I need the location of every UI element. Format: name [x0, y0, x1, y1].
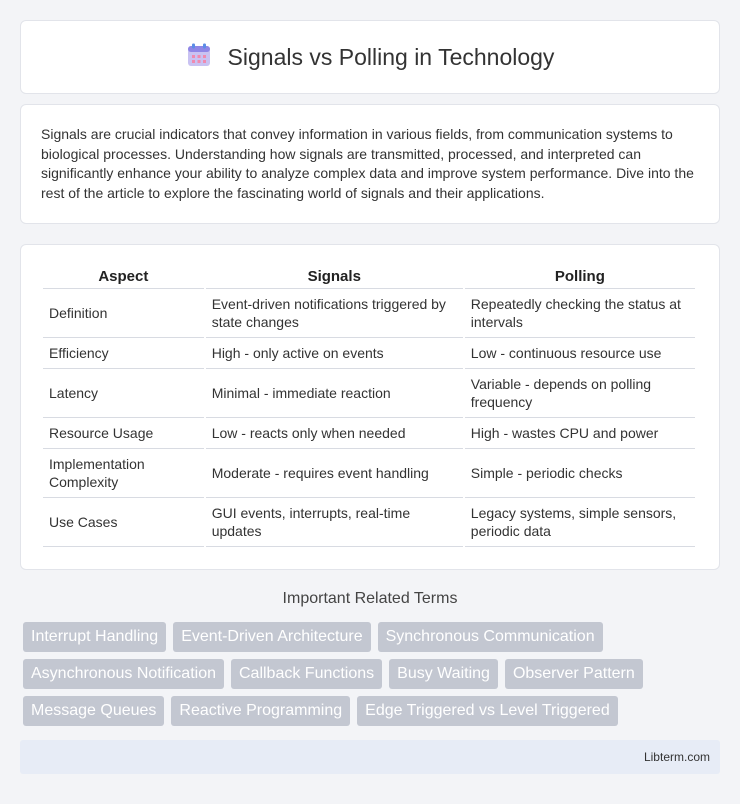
table-row [43, 498, 695, 547]
table-row [43, 289, 695, 338]
related-term-tag[interactable]: Busy Waiting [389, 659, 498, 689]
table-cell: Minimal - immediate reaction [206, 369, 463, 418]
related-terms-title: Important Related Terms [282, 590, 458, 607]
table-cell: Variable - depends on polling frequency [465, 369, 695, 418]
table-cell: Efficiency [43, 338, 204, 369]
related-term-tag[interactable]: Event-Driven Architecture [173, 622, 370, 652]
table-cell: Low - reacts only when needed [206, 418, 463, 449]
table-cell: Legacy systems, simple sensors, periodic data [465, 498, 695, 547]
table-cell: Use Cases [43, 498, 204, 547]
table-cell: Latency [43, 369, 204, 418]
table-cell: High - wastes CPU and power [465, 418, 695, 449]
page-title: Signals vs Polling in Technology [227, 43, 555, 70]
table-row [43, 369, 695, 418]
table-cell: Simple - periodic checks [465, 449, 695, 498]
related-term-tag[interactable]: Interrupt Handling [23, 622, 166, 652]
table-header-row [43, 263, 695, 289]
table-row [43, 338, 695, 369]
table-cell: High - only active on events [206, 338, 463, 369]
column-header-aspect: Aspect [43, 263, 204, 289]
table-cell: Definition [43, 289, 204, 338]
related-term-tag[interactable]: Synchronous Communication [378, 622, 603, 652]
table-cell: Implementation Complexity [43, 449, 204, 498]
footer [20, 740, 720, 774]
related-term-tag[interactable]: Edge Triggered vs Level Triggered [357, 696, 618, 726]
table-row [43, 449, 695, 498]
table-cell: Event-driven notifications triggered by state changes [206, 289, 463, 338]
related-term-tag[interactable]: Reactive Programming [171, 696, 350, 726]
table-cell: Moderate - requires event handling [206, 449, 463, 498]
related-term-tag[interactable]: Callback Functions [231, 659, 382, 689]
title-card [20, 20, 720, 94]
table-cell: Repeatedly checking the status at intervals [465, 289, 695, 338]
intro-card [20, 104, 720, 224]
table-cell: GUI events, interrupts, real-time updates [206, 498, 463, 547]
comparison-table [41, 263, 697, 547]
column-header-signals: Signals [206, 263, 463, 289]
table-row [43, 418, 695, 449]
related-term-tag[interactable]: Observer Pattern [505, 659, 643, 689]
table-cell: Low - continuous resource use [465, 338, 695, 369]
related-term-tag[interactable]: Asynchronous Notification [23, 659, 224, 689]
related-terms-list [23, 622, 723, 726]
footer-site-link[interactable]: Libterm.com [643, 750, 710, 764]
calendar-icon [186, 42, 212, 73]
intro-text: Signals are crucial indicators that convey information in various fields, from communication systems to biological processes. Understanding how signals are transmitted, processed, and interpreted can significantly enhance your ability to analyze complex data and improve system performance. Dive into the rest of the article to explore the fascinating world of signals and their applications. [41, 126, 694, 201]
column-header-polling: Polling [465, 263, 695, 289]
related-term-tag[interactable]: Message Queues [23, 696, 164, 726]
comparison-card [20, 244, 720, 570]
table-cell: Resource Usage [43, 418, 204, 449]
